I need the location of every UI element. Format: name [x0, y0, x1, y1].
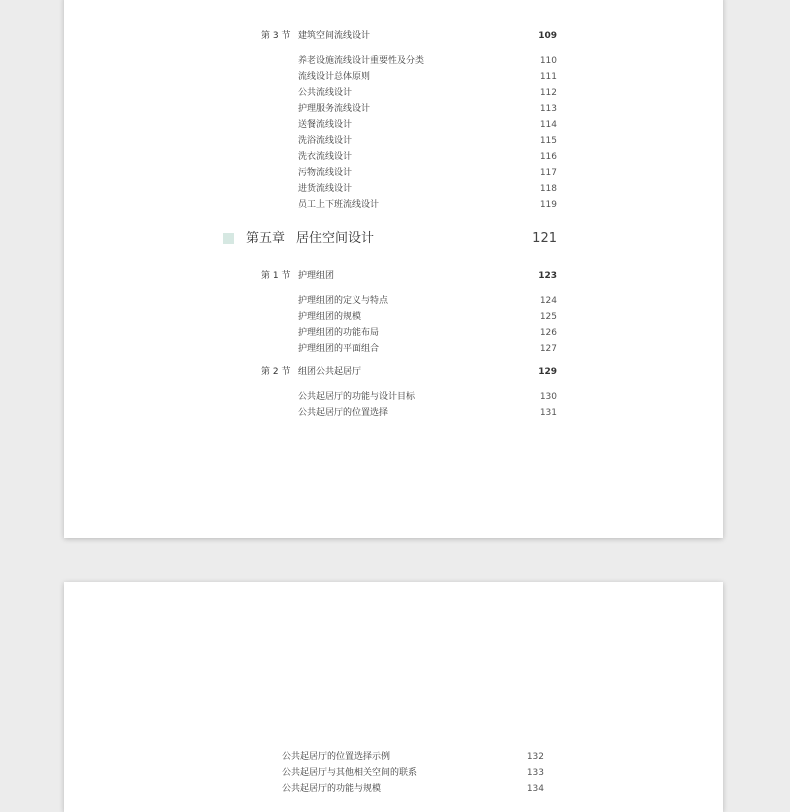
toc-item-page: 125 — [539, 312, 557, 322]
toc-item-page: 133 — [526, 768, 544, 778]
toc-item-page: 112 — [539, 88, 557, 98]
section-title: 组团公共起居厅 — [298, 367, 362, 377]
section-title: 建筑空间流线设计 — [298, 31, 371, 41]
section-page-number: 123 — [538, 271, 557, 281]
toc-item-page: 116 — [539, 152, 557, 162]
toc-page-2 — [64, 582, 723, 812]
toc-item-page: 126 — [539, 328, 557, 338]
toc-item-title: 养老设施流线设计重要性及分类 — [298, 56, 425, 66]
toc-item-title: 公共起居厅的功能与规模 — [282, 784, 382, 794]
toc-item-title: 进货流线设计 — [298, 184, 353, 194]
toc-item-title: 护理组团的功能布局 — [298, 328, 380, 338]
toc-item-page: 131 — [539, 408, 557, 418]
section-label: 第 3 节 — [261, 31, 291, 41]
toc-item-page: 127 — [539, 344, 557, 354]
toc-item-title: 公共起居厅的位置选择 — [298, 408, 389, 418]
toc-item-page: 124 — [539, 296, 557, 306]
toc-item-title: 员工上下班流线设计 — [298, 200, 380, 210]
toc-item-page: 115 — [539, 136, 557, 146]
toc-item-title: 公共起居厅的位置选择示例 — [282, 752, 391, 762]
toc-item-title: 送餐流线设计 — [298, 120, 353, 130]
toc-item-title: 护理组团的规模 — [298, 312, 362, 322]
section-page-number: 109 — [538, 31, 557, 41]
toc-item-page: 117 — [539, 168, 557, 178]
chapter-page-number: 121 — [532, 231, 557, 246]
toc-item-title: 污物流线设计 — [298, 168, 353, 178]
toc-item-page: 111 — [539, 72, 557, 82]
toc-item-title: 护理组团的平面组合 — [298, 344, 380, 354]
toc-item-title: 洗浴流线设计 — [298, 136, 353, 146]
toc-item-title: 公共起居厅与其他相关空间的联系 — [282, 768, 418, 778]
toc-item-page: 110 — [539, 56, 557, 66]
toc-item-page: 119 — [539, 200, 557, 210]
toc-item-title: 公共起居厅的功能与设计目标 — [298, 392, 416, 402]
section-page-number: 129 — [538, 367, 557, 377]
chapter-marker-icon — [223, 233, 234, 244]
chapter-title: 居住空间设计 — [296, 231, 375, 246]
toc-item-page: 118 — [539, 184, 557, 194]
chapter-label: 第五章 — [246, 231, 286, 246]
toc-item-title: 流线设计总体原则 — [298, 72, 371, 82]
toc-item-page: 113 — [539, 104, 557, 114]
toc-item-title: 公共流线设计 — [298, 88, 353, 98]
toc-item-title: 洗衣流线设计 — [298, 152, 353, 162]
section-label: 第 2 节 — [261, 367, 291, 377]
toc-item-page: 114 — [539, 120, 557, 130]
toc-item-title: 护理组团的定义与特点 — [298, 296, 389, 306]
section-label: 第 1 节 — [261, 271, 291, 281]
toc-page-1 — [64, 0, 723, 538]
section-title: 护理组团 — [298, 271, 335, 281]
toc-item-page: 130 — [539, 392, 557, 402]
toc-item-page: 134 — [526, 784, 544, 794]
toc-item-page: 132 — [526, 752, 544, 762]
toc-item-title: 护理服务流线设计 — [298, 104, 371, 114]
